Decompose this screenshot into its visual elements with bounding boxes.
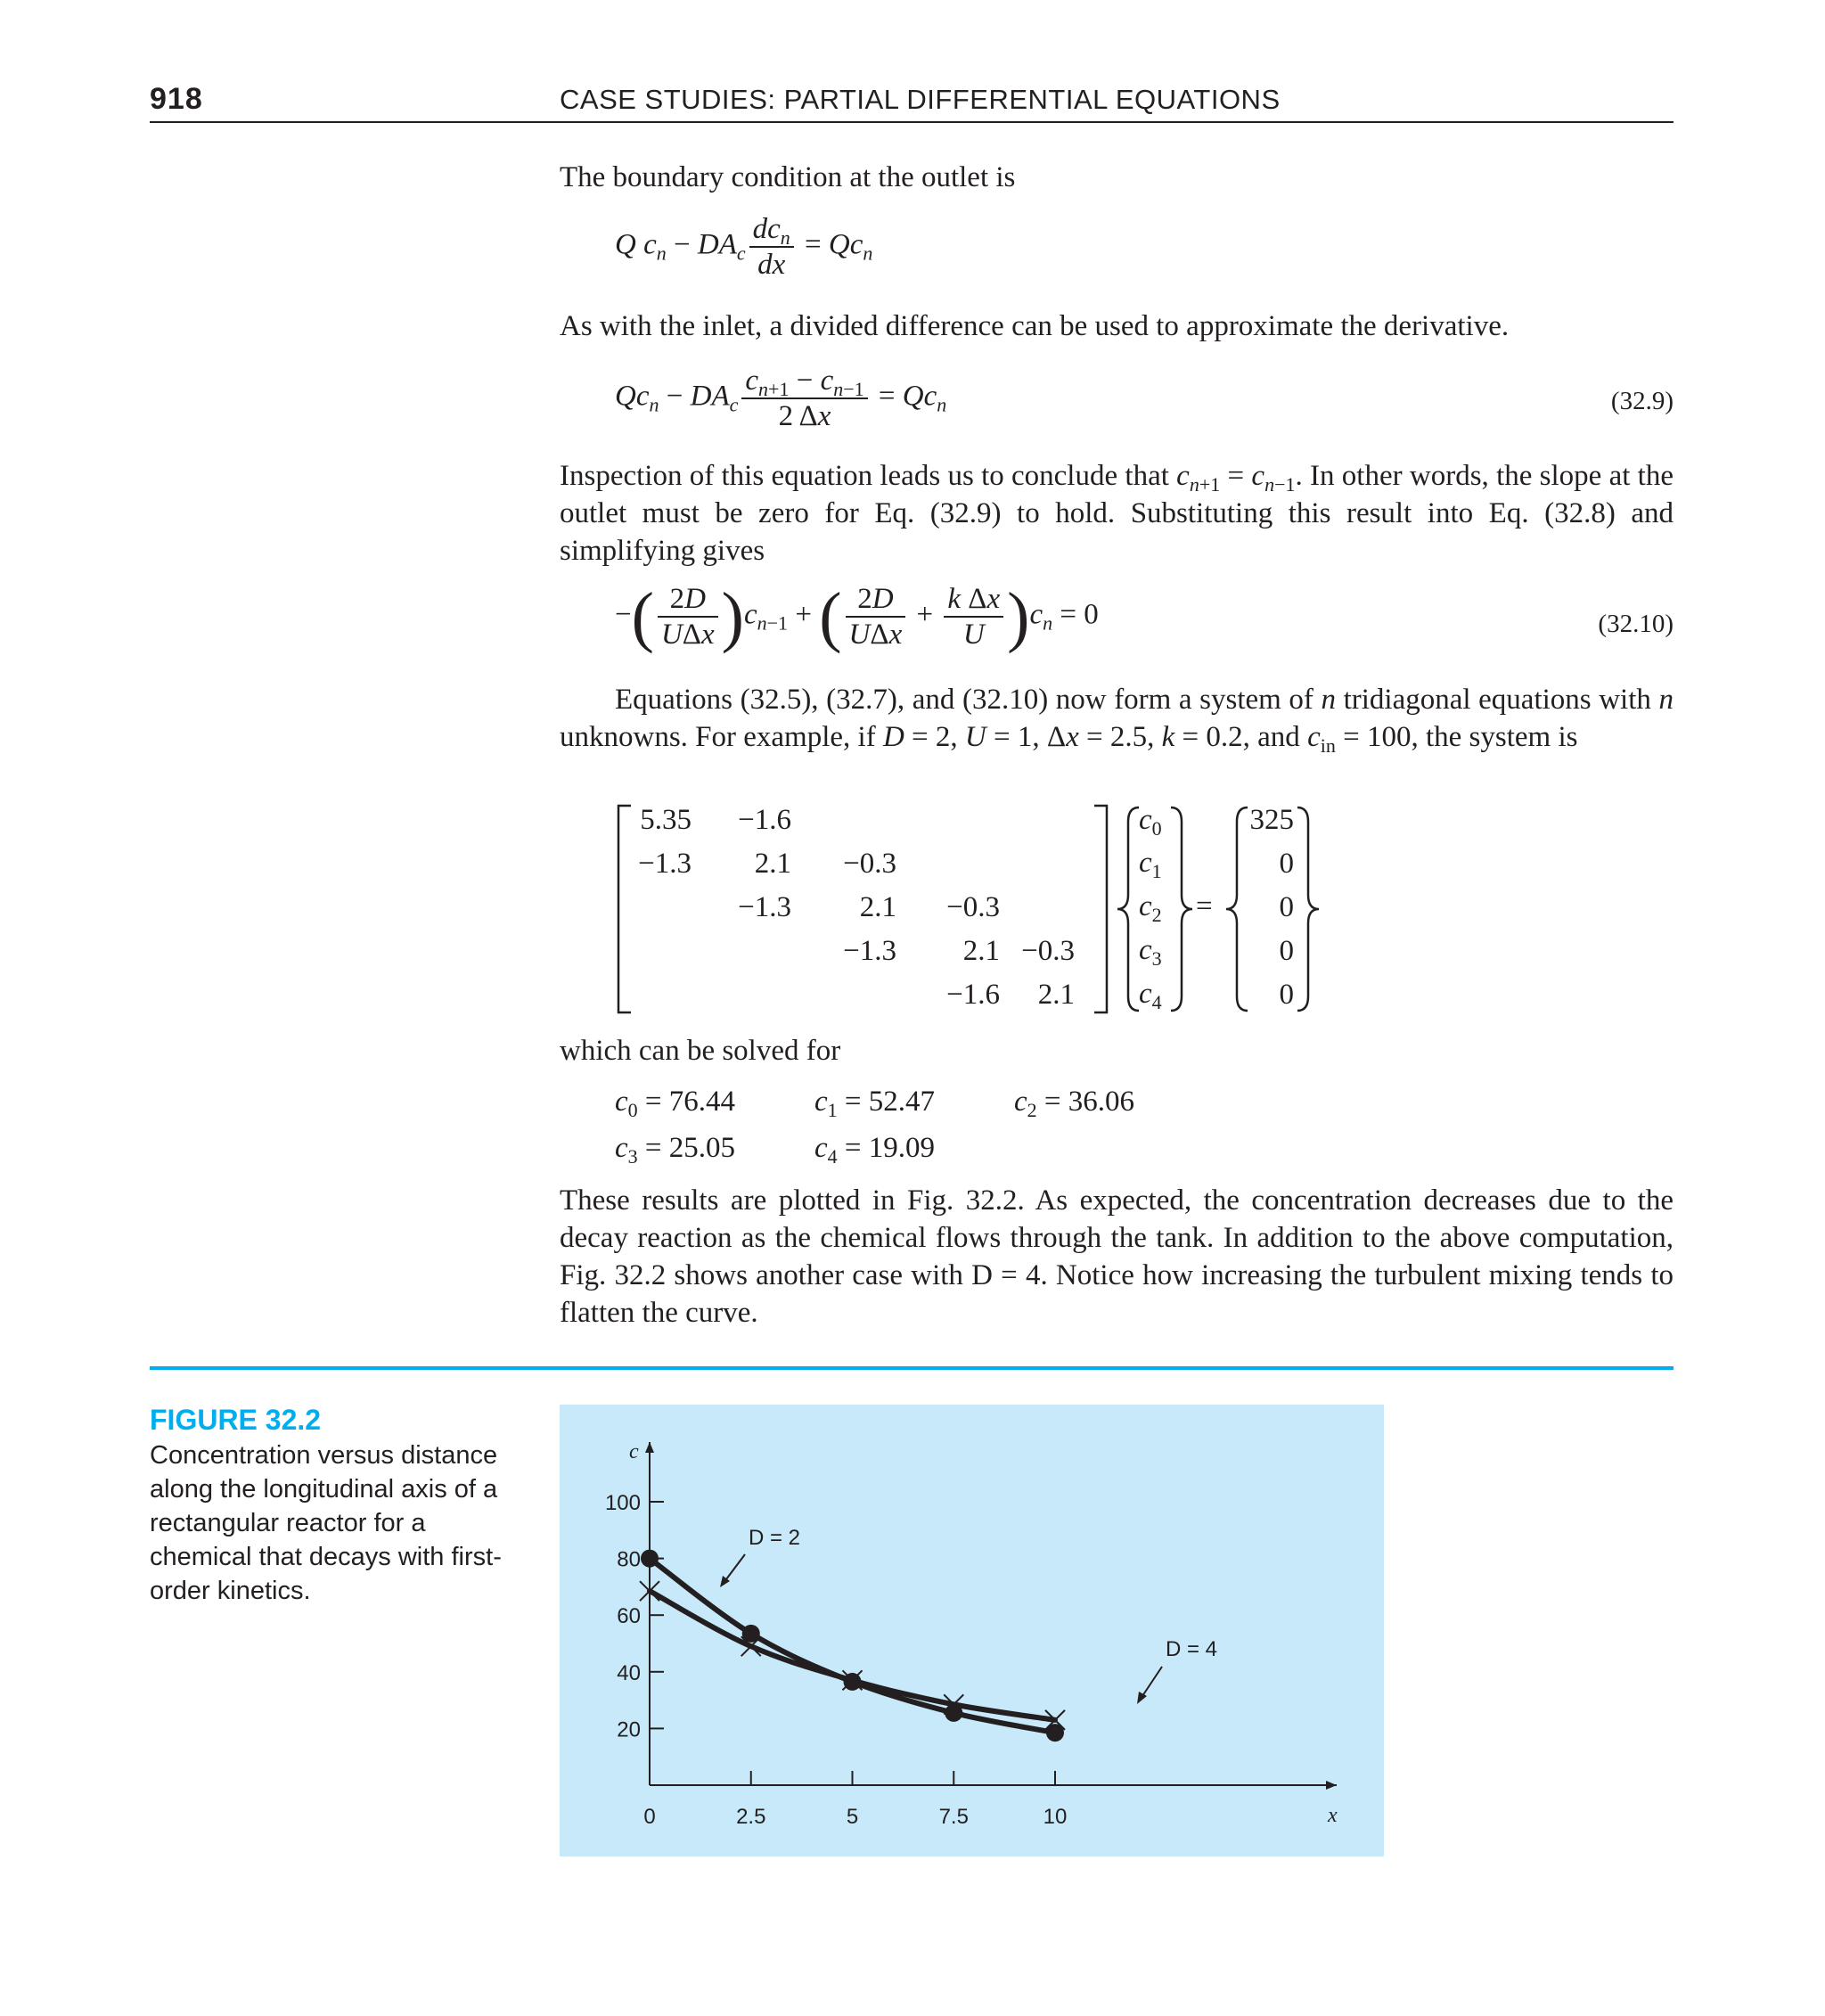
- equation-outlet-bc: Q $c_n - DA_c$ $\frac{dc_n}{dx}$ = $Qc_n$: [615, 213, 873, 281]
- x-axis-arrow: [1326, 1781, 1337, 1790]
- matrix-equals: =: [1196, 890, 1213, 922]
- concentration-chart: [560, 1405, 1384, 1856]
- paragraph-tridiagonal-d: , the system is: [1411, 721, 1578, 753]
- paragraph-outlet-bc: The boundary condition at the outlet is: [560, 161, 1016, 193]
- matrix-cell-r0-c1: −1.6: [738, 804, 791, 836]
- solution-c2: $c_2 = 36.06$: [1014, 1086, 1135, 1121]
- vector-c3: $c_3$: [1139, 934, 1162, 970]
- series-line-0: [650, 1559, 1055, 1733]
- y-axis-arrow: [645, 1442, 654, 1453]
- running-head: CASE STUDIES: PARTIAL DIFFERENTIAL EQUATIONS: [560, 84, 1281, 115]
- page-number: 918: [150, 82, 203, 116]
- solution-c4-value: 19.09: [868, 1132, 936, 1164]
- solution-c0: $c_0 = 76.44$: [615, 1086, 736, 1121]
- vector-c1: $c_1$: [1139, 847, 1162, 882]
- paragraph-inspection-start: Inspection of this equation leads us to conclude that: [560, 460, 1177, 492]
- y-axis-label: c: [629, 1440, 639, 1463]
- paragraph-tridiagonal-a: Equations (32.5), (32.7), and (32.10) now form a system of: [615, 684, 1322, 716]
- matrix-cell-r3-c2: −1.3: [843, 935, 896, 967]
- equation-number-32-9: (32.9): [1610, 387, 1674, 415]
- solution-c4: $c_4 = 19.09$: [814, 1132, 936, 1168]
- annotation-series-1: D = 4: [1166, 1637, 1218, 1661]
- equation-32-9: $Qc_n - DA_c$ $\frac{c_{n+1} - c_{n-1}}{2 \Delta x}$ = $Qc_n$: [615, 365, 947, 432]
- vector-c2: $c_2$: [1139, 890, 1162, 926]
- y-tick-label-20: 20: [617, 1717, 641, 1742]
- series-line-1: [650, 1591, 1055, 1720]
- matrix-cell-r2-c1: −1.3: [738, 891, 791, 923]
- annotation-arrow-1: [1141, 1667, 1162, 1699]
- y-tick-label-80: 80: [617, 1547, 641, 1572]
- figure-rule: [150, 1366, 1674, 1370]
- matrix-cell-r1-c0: −1.3: [638, 848, 692, 880]
- figure-panel: [560, 1405, 1384, 1856]
- x-tick-label-10: 10: [1043, 1805, 1068, 1829]
- x-axis-label: x: [1328, 1804, 1338, 1827]
- matrix-cell-r2-c3: −0.3: [946, 891, 1000, 923]
- rhs-cell-0: 325: [1249, 804, 1294, 836]
- paragraph-results: These results are plotted in Fig. 32.2. As expected, the concentration decreases due to the decay reaction as the chemical flows through the tank. In addition to the above computation, Fig. 32.2 shows another case with D = 4. Notice how increasing the turbulent mixing tends to flatten the curve.: [560, 1184, 1674, 1329]
- annotation-arrow-0: [724, 1554, 745, 1583]
- y-tick-label-100: 100: [604, 1491, 641, 1515]
- matrix-cell-r1-c2: −0.3: [843, 848, 896, 880]
- rhs-cell-1: 0: [1279, 848, 1294, 880]
- matrix-cell-r2-c2: 2.1: [859, 891, 896, 923]
- page-header: [150, 78, 1674, 123]
- equation-number-32-10: (32.10): [1598, 610, 1674, 638]
- solution-c3: $c_3 = 25.05$: [615, 1132, 736, 1168]
- x-tick-label-7.5: 7.5: [938, 1805, 969, 1829]
- solution-c0-value: 76.44: [668, 1086, 736, 1118]
- solution-c1-value: 52.47: [868, 1086, 936, 1118]
- matrix-cell-r4-c3: −1.6: [946, 979, 1000, 1011]
- rhs-cell-4: 0: [1279, 979, 1294, 1011]
- paragraph-divided-difference: As with the inlet, a divided difference can be used to approximate the derivative.: [560, 310, 1510, 342]
- y-tick-label-40: 40: [617, 1660, 641, 1685]
- matrix-cell-r3-c4: −0.3: [1021, 935, 1075, 967]
- figure-caption: Concentration versus distance along the longitudinal axis of a rectangular reactor for a chemical that decays with first-order kinetics.: [150, 1441, 502, 1605]
- matrix-cell-r4-c4: 2.1: [1037, 979, 1075, 1011]
- annotation-series-0: D = 2: [749, 1526, 801, 1550]
- x-tick-label-0: 0: [643, 1805, 656, 1829]
- x-tick-label-5: 5: [846, 1805, 859, 1829]
- matrix-system: [615, 802, 1346, 1016]
- figure-label: FIGURE 32.2: [150, 1404, 322, 1436]
- vector-c0: $c_0$: [1139, 804, 1162, 840]
- series-0-point-0: [641, 1550, 659, 1568]
- rhs-cell-3: 0: [1279, 935, 1294, 967]
- solution-c1: $c_1 = 52.47$: [814, 1086, 936, 1121]
- matrix-cell-r0-c0: 5.35: [640, 804, 692, 836]
- matrix-cell-r1-c1: 2.1: [754, 848, 791, 880]
- x-tick-label-2.5: 2.5: [736, 1805, 766, 1829]
- vector-c4: $c_4$: [1139, 978, 1162, 1013]
- paragraph-tridiagonal: Equations (32.5), (32.7), and (32.10) now form a system of n tridiagonal equations with n unknowns. For example, if D = 2, U = 1, Δx = 2.5, k = 0.2, and $c_{in} = 100$, the system is: [560, 684, 1674, 757]
- equation-32-10: −( $\frac{2D}{\text{UΔx}}$ )$c_{n-1}$ + ( $\frac{2D}{\text{UΔx}}$ + $\frac{\text{k Δx}}{U}$ )$c_n = 0$: [615, 579, 1099, 654]
- paragraph-solved-for: which can be solved for: [560, 1035, 841, 1067]
- solution-c2-value: 36.06: [1068, 1086, 1135, 1118]
- annotation-arrowhead-1: [1137, 1692, 1147, 1704]
- y-tick-label-60: 60: [617, 1604, 641, 1629]
- paragraph-inspection: Inspection of this equation leads us to conclude that $c_{n+1} = c_{n-1}$. In other words, the slope at the outlet must be zero for Eq. (32.9) to hold. Substituting this result into Eq. (32.8) and simplifying gives: [560, 460, 1674, 567]
- paragraph-tridiagonal-b: tridiagonal equations with: [1336, 684, 1659, 716]
- paragraph-tridiagonal-c: unknowns. For example, if: [560, 721, 883, 753]
- matrix-cell-r3-c3: 2.1: [962, 935, 1000, 967]
- solution-c3-value: 25.05: [668, 1132, 736, 1164]
- paragraph-inspection-end: . In other words, the slope at the outlet must be zero for Eq. (32.9) to hold. Substituting this result into Eq. (32.8) and simplifying gives: [560, 460, 1674, 567]
- rhs-cell-2: 0: [1279, 891, 1294, 923]
